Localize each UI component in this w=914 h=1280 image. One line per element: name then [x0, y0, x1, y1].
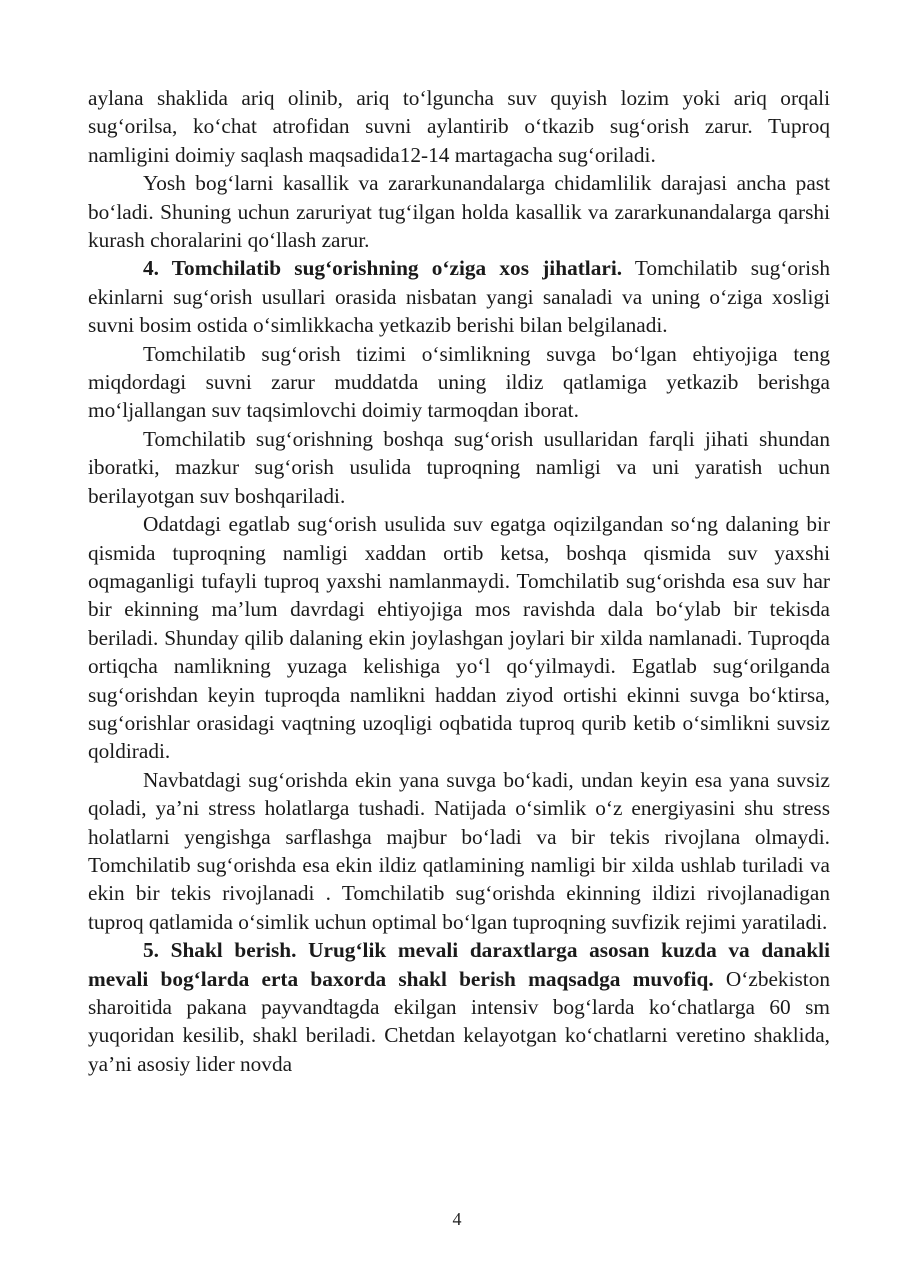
paragraph-body: Tomchilatib sug‘orish tizimi o‘simlikning suvga bo‘lgan ehtiyojiga teng miqdordagi suvni zarur muddatda uning ildiz qatlamiga yetkazib berishga mo‘ljallangan suv taqsimlovchi doimiy tarmoqdan iborat.	[88, 341, 830, 423]
paragraph-section-4	[88, 254, 830, 339]
paragraph-stress	[88, 766, 830, 936]
paragraph-body: O‘zbekiston sharoitida pakana payvandtagda ekilgan intensiv bog‘larda ko‘chatlarga 60 sm yuqoridan kesilib, shakl beriladi. Chetdan kelayotgan ko‘chatlarni veretino shaklida, ya’ni asosiy lider novda	[88, 966, 830, 1076]
paragraph-continuation	[88, 84, 830, 169]
paragraph-body: Navbatdagi sug‘orishda ekin yana suvga bo‘kadi, undan keyin esa yana suvsiz qoladi, ya’ni stress holatlarga tushadi. Natijada o‘simlik o‘z energiyasini shu stress holatlarni yengishga sarflashga majbur bo‘ladi va bir tekis rivojlana olmaydi. Tomchilatib sug‘orishda esa ekin ildiz qatlamining namligi bir xilda ushlab turiladi va ekin bir tekis rivojlanadi . Tomchilatib sug‘orishda ekinning ildizi rivojlanadigan tuproq qatlamida o‘simlik uchun optimal bo‘lgan tuproqning suvfizik rejimi yaratiladi.	[88, 767, 830, 934]
paragraph-body: Tomchilatib sug‘orishning boshqa sug‘orish usullaridan farqli jihati shundan iboratki, mazkur sug‘orish usulida tuproqning namligi va uni yaratish uchun berilayotgan suv boshqariladi.	[88, 426, 830, 508]
paragraph-young-orchards	[88, 169, 830, 254]
paragraph-body: Yosh bog‘larni kasallik va zararkunandalarga chidamlilik darajasi ancha past bo‘ladi. Shuning uchun zaruriyat tug‘ilgan holda kasallik va zararkunandalarga qarshi kurash choralarini qo‘llash zarur.	[88, 171, 830, 253]
paragraph-body: aylana shaklida ariq olinib, ariq to‘lguncha suv quyish lozim yoki ariq orqali sug‘orilsa, ko‘chat atrofidan suvni aylantirib o‘tkazib sug‘orish zarur. Tuproq namligini doimiy saqlash maqsadida12-14 martagacha sug‘oriladi.	[88, 86, 830, 167]
paragraph-furrow-irrigation	[88, 510, 830, 766]
paragraph-section-5	[88, 936, 830, 1078]
paragraph-body: Odatdagi egatlab sug‘orish usulida suv egatga oqizilgandan so‘ng dalaning bir qismida tuproqning namligi xaddan ortib ketsa, boshqa qismida suv yaxshi oqmaganligi tufayli tuproq yaxshi namlanmaydi. Tomchilatib sug‘orishda esa suv har bir ekinning ma’lum davrdagi ehtiyojiga mos ravishda dala bo‘ylab bir tekisda beriladi. Shunday qilib dalaning ekin joylashgan joylari bir xilda namlanadi. Tuproqda ortiqcha namlikning yuzaga kelishiga yo‘l qo‘yilmaydi. Egatlab sug‘orilganda sug‘orishdan keyin tuproqda namlikni haddan ziyod ortishi ekinni suvga bo‘ktirsa, sug‘orishlar orasidagi vaqtning uzoqligi oqbatida tuproq qurib ketib o‘simlikni suvsiz qoldiradi.	[88, 512, 830, 764]
paragraph-body: Tomchilatib sug‘orish ekinlarni sug‘orish usullari orasida nisbatan yangi sanaladi va uning o‘ziga xosligi suvni bosim ostida o‘simlikkacha yetkazib berishi bilan belgilanadi.	[88, 256, 831, 338]
paragraph-drip-system	[88, 340, 830, 425]
section-5-heading: 5. Shakl berish. Urug‘lik mevali daraxtlarga asosan kuzda va danakli mevali bog‘larda erta baxorda shakl berish maqsadga muvofiq.	[88, 938, 830, 991]
section-4-heading: 4. Tomchilatib sug‘orishning o‘ziga xos jihatlari.	[143, 256, 623, 281]
paragraph-drip-difference	[88, 425, 830, 510]
body-text	[88, 84, 830, 1078]
page-number: 4	[452, 1209, 462, 1229]
